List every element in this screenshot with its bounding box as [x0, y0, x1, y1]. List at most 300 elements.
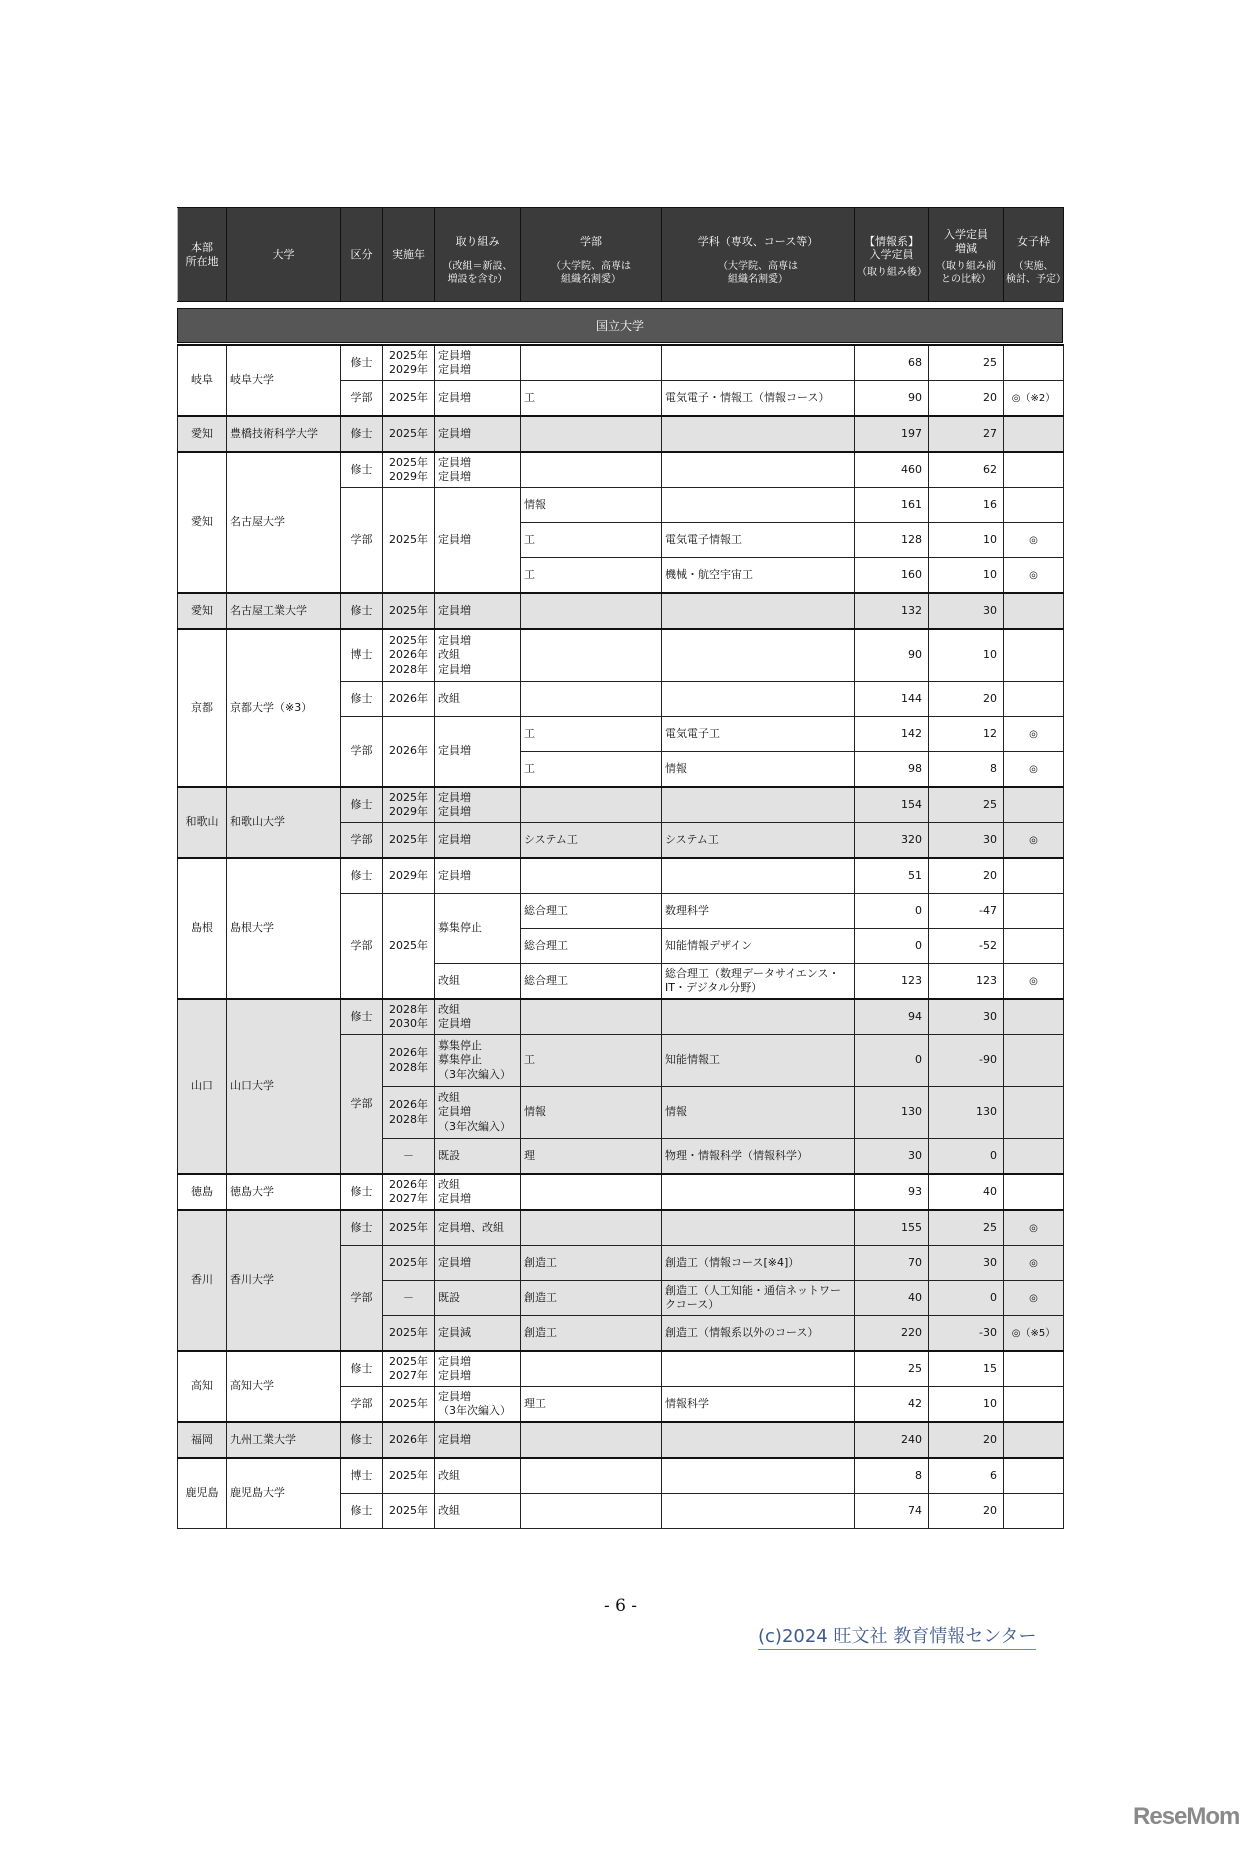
department-cell: 創造工（情報系以外のコース） [662, 1316, 855, 1352]
prefecture-cell: 愛知 [178, 416, 227, 452]
column-header-label: 学部 [580, 235, 602, 249]
department-cell [662, 858, 855, 894]
year-cell: 2025年 [383, 381, 435, 417]
department-cell: 創造工（情報コース[※4]） [662, 1246, 855, 1281]
department-cell: 機械・航空宇宙工 [662, 558, 855, 594]
women-quota-cell [1004, 1458, 1064, 1494]
department-cell: 創造工（人工知能・通信ネットワークコース） [662, 1281, 855, 1316]
university-name-cell: 島根大学 [227, 858, 341, 999]
category-cell: 修士 [341, 787, 383, 823]
table-row [178, 629, 1064, 682]
faculty-cell: 創造工 [521, 1281, 662, 1316]
department-cell [662, 1422, 855, 1458]
category-cell: 修士 [341, 999, 383, 1035]
action-cell: 既設 [435, 1281, 521, 1316]
table-row [178, 1351, 1064, 1387]
capacity-cell: 123 [855, 964, 929, 1000]
department-cell: 総合理工（数理データサイエンス・IT・デジタル分野） [662, 964, 855, 1000]
resemom-watermark-logo: ReseMom [1133, 1803, 1240, 1830]
category-cell: 学部 [341, 381, 383, 417]
table-row [178, 345, 1064, 381]
faculty-cell: 総合理工 [521, 964, 662, 1000]
column-header-label: 区分 [350, 247, 373, 261]
action-cell: 定員増 [435, 1246, 521, 1281]
capacity-cell: 40 [855, 1281, 929, 1316]
action-cell: 定員増、改組 [435, 1210, 521, 1246]
action-cell: 改組 定員増 （3年次編入） [435, 1087, 521, 1139]
capacity-change-cell: 27 [929, 416, 1004, 452]
year-cell: 2025年 2029年 [383, 345, 435, 381]
action-cell: 改組 定員増 [435, 1174, 521, 1210]
year-cell: 2025年 [383, 416, 435, 452]
women-quota-cell [1004, 452, 1064, 488]
column-header-label: 本部 所在地 [185, 240, 219, 268]
department-cell [662, 682, 855, 717]
women-quota-cell [1004, 682, 1064, 717]
department-cell: 情報 [662, 1087, 855, 1139]
faculty-cell: 工 [521, 558, 662, 594]
faculty-cell [521, 416, 662, 452]
action-cell: 定員増 [435, 593, 521, 629]
capacity-cell: 197 [855, 416, 929, 452]
category-cell: 学部 [341, 823, 383, 859]
column-header-note: （大学院、高専は 組織名割愛） [551, 261, 631, 285]
university-name-cell: 岐阜大学 [227, 345, 341, 416]
column-header-label: 【情報系】 入学定員 [864, 234, 919, 262]
capacity-cell: 51 [855, 858, 929, 894]
column-header-note: （大学院、高専は 組織名割愛） [718, 261, 798, 285]
prefecture-cell: 福岡 [178, 1422, 227, 1458]
women-quota-cell: ◎ [1004, 523, 1064, 558]
year-cell: 2025年 [383, 488, 435, 594]
department-cell: 電気電子工 [662, 717, 855, 752]
capacity-cell: 154 [855, 787, 929, 823]
prefecture-cell: 高知 [178, 1351, 227, 1422]
capacity-change-cell: 25 [929, 787, 1004, 823]
capacity-change-cell: 20 [929, 1494, 1004, 1529]
year-cell: 2025年 2026年 2028年 [383, 629, 435, 682]
women-quota-cell [1004, 858, 1064, 894]
capacity-cell: 320 [855, 823, 929, 859]
prefecture-cell: 鹿児島 [178, 1458, 227, 1529]
university-name-cell: 鹿児島大学 [227, 1458, 341, 1529]
column-header [855, 208, 929, 302]
capacity-change-cell: -52 [929, 929, 1004, 964]
women-quota-cell [1004, 1494, 1064, 1529]
capacity-cell: 98 [855, 752, 929, 788]
category-cell: 学部 [341, 1387, 383, 1423]
action-cell: 定員減 [435, 1316, 521, 1352]
department-cell [662, 999, 855, 1035]
column-header-label: 女子枠 [1017, 235, 1050, 249]
department-cell: 知能情報工 [662, 1035, 855, 1087]
column-header-label: 実施年 [392, 247, 425, 261]
university-name-cell: 高知大学 [227, 1351, 341, 1422]
department-cell: 知能情報デザイン [662, 929, 855, 964]
capacity-cell: 0 [855, 929, 929, 964]
year-cell: 2025年 [383, 1387, 435, 1423]
capacity-cell: 90 [855, 381, 929, 417]
women-quota-cell [1004, 1139, 1064, 1175]
women-quota-cell [1004, 345, 1064, 381]
table-row [178, 999, 1064, 1035]
university-name-cell: 名古屋工業大学 [227, 593, 341, 629]
capacity-cell: 240 [855, 1422, 929, 1458]
table-row [178, 1458, 1064, 1494]
capacity-change-cell: 20 [929, 858, 1004, 894]
capacity-cell: 25 [855, 1351, 929, 1387]
category-cell: 学部 [341, 488, 383, 594]
year-cell: 2025年 [383, 1458, 435, 1494]
column-header [521, 208, 662, 302]
faculty-cell: 工 [521, 381, 662, 417]
column-header-note: （実施、 検討、予定） [1006, 261, 1066, 285]
department-cell: 情報科学 [662, 1387, 855, 1423]
category-cell: 学部 [341, 717, 383, 788]
university-name-cell: 山口大学 [227, 999, 341, 1174]
capacity-cell: 144 [855, 682, 929, 717]
category-cell: 学部 [341, 1246, 383, 1352]
university-name-cell: 九州工業大学 [227, 1422, 341, 1458]
university-table [177, 344, 1064, 1529]
category-cell: 学部 [341, 1035, 383, 1175]
women-quota-cell [1004, 1087, 1064, 1139]
women-quota-cell: ◎（※2） [1004, 381, 1064, 417]
category-cell: 修士 [341, 682, 383, 717]
women-quota-cell [1004, 416, 1064, 452]
women-quota-cell [1004, 1035, 1064, 1087]
category-cell: 修士 [341, 1210, 383, 1246]
year-cell: － [383, 1281, 435, 1316]
faculty-cell: 創造工 [521, 1246, 662, 1281]
column-header-note: （改組＝新設、 増設を含む） [442, 261, 513, 285]
faculty-cell: 工 [521, 523, 662, 558]
faculty-cell: 総合理工 [521, 929, 662, 964]
faculty-cell [521, 682, 662, 717]
capacity-change-cell: 20 [929, 682, 1004, 717]
department-cell [662, 1351, 855, 1387]
capacity-change-cell: 10 [929, 1387, 1004, 1423]
category-cell: 学部 [341, 894, 383, 1000]
prefecture-cell: 山口 [178, 999, 227, 1174]
faculty-cell [521, 1174, 662, 1210]
column-header-note: （取り組み前 との比較） [936, 261, 996, 285]
column-header-label: 入学定員 増減 [944, 228, 988, 255]
capacity-change-cell: 62 [929, 452, 1004, 488]
category-cell: 修士 [341, 1494, 383, 1529]
capacity-cell: 94 [855, 999, 929, 1035]
women-quota-cell [1004, 1351, 1064, 1387]
year-cell: 2026年 2028年 [383, 1087, 435, 1139]
women-quota-cell: ◎ [1004, 717, 1064, 752]
action-cell: 改組 [435, 1494, 521, 1529]
action-cell: 改組 [435, 1458, 521, 1494]
faculty-cell [521, 345, 662, 381]
year-cell: 2026年 2027年 [383, 1174, 435, 1210]
women-quota-cell: ◎ [1004, 1246, 1064, 1281]
year-cell: 2025年 [383, 894, 435, 1000]
prefecture-cell: 愛知 [178, 593, 227, 629]
table-row [178, 593, 1064, 629]
faculty-cell: 理 [521, 1139, 662, 1175]
university-name-cell: 豊橋技術科学大学 [227, 416, 341, 452]
capacity-change-cell: 10 [929, 629, 1004, 682]
capacity-cell: 74 [855, 1494, 929, 1529]
column-header [929, 208, 1004, 302]
capacity-change-cell: 12 [929, 717, 1004, 752]
category-cell: 修士 [341, 1174, 383, 1210]
capacity-cell: 132 [855, 593, 929, 629]
capacity-change-cell: 40 [929, 1174, 1004, 1210]
capacity-change-cell: 20 [929, 1422, 1004, 1458]
capacity-change-cell: 123 [929, 964, 1004, 1000]
faculty-cell [521, 999, 662, 1035]
table-row [178, 787, 1064, 823]
women-quota-cell: ◎ [1004, 964, 1064, 1000]
column-header [383, 208, 435, 302]
department-cell [662, 593, 855, 629]
action-cell: 定員増 定員増 [435, 787, 521, 823]
action-cell: 定員増 （3年次編入） [435, 1387, 521, 1423]
faculty-cell [521, 787, 662, 823]
department-cell: 電気電子情報工 [662, 523, 855, 558]
category-cell: 修士 [341, 1422, 383, 1458]
capacity-change-cell: 0 [929, 1281, 1004, 1316]
university-name-cell: 名古屋大学 [227, 452, 341, 593]
column-header [341, 208, 383, 302]
prefecture-cell: 愛知 [178, 452, 227, 593]
department-cell [662, 345, 855, 381]
category-cell: 修士 [341, 858, 383, 894]
capacity-cell: 130 [855, 1087, 929, 1139]
capacity-change-cell: 30 [929, 823, 1004, 859]
capacity-cell: 0 [855, 1035, 929, 1087]
department-cell [662, 629, 855, 682]
capacity-change-cell: 8 [929, 752, 1004, 788]
capacity-change-cell: 6 [929, 1458, 1004, 1494]
year-cell: 2025年 [383, 1316, 435, 1352]
women-quota-cell: ◎ [1004, 1281, 1064, 1316]
column-header-label: 学科（専攻、コース等） [697, 235, 819, 249]
year-cell: 2029年 [383, 858, 435, 894]
faculty-cell [521, 1458, 662, 1494]
department-cell: システム工 [662, 823, 855, 859]
department-cell [662, 1494, 855, 1529]
women-quota-cell: ◎ [1004, 558, 1064, 594]
year-cell: 2026年 2028年 [383, 1035, 435, 1087]
department-cell: 電気電子・情報工（情報コース） [662, 381, 855, 417]
column-header-label: 大学 [272, 247, 295, 261]
capacity-change-cell: 20 [929, 381, 1004, 417]
women-quota-cell: ◎ [1004, 823, 1064, 859]
table-row [178, 858, 1064, 894]
year-cell: 2025年 [383, 1494, 435, 1529]
action-cell: 定員増 定員増 [435, 345, 521, 381]
department-cell [662, 1210, 855, 1246]
year-cell: 2025年 2029年 [383, 787, 435, 823]
women-quota-cell [1004, 1387, 1064, 1423]
capacity-cell: 8 [855, 1458, 929, 1494]
capacity-cell: 90 [855, 629, 929, 682]
year-cell: 2026年 [383, 682, 435, 717]
capacity-cell: 30 [855, 1139, 929, 1175]
capacity-change-cell: 130 [929, 1087, 1004, 1139]
action-cell: 定員増 定員増 [435, 452, 521, 488]
faculty-cell: 工 [521, 1035, 662, 1087]
column-header [1004, 208, 1064, 302]
university-name-cell: 香川大学 [227, 1210, 341, 1351]
women-quota-cell [1004, 488, 1064, 523]
capacity-cell: 142 [855, 717, 929, 752]
capacity-cell: 93 [855, 1174, 929, 1210]
department-cell [662, 1174, 855, 1210]
capacity-change-cell: 10 [929, 523, 1004, 558]
women-quota-cell [1004, 1422, 1064, 1458]
category-cell: 修士 [341, 1351, 383, 1387]
faculty-cell [521, 1210, 662, 1246]
prefecture-cell: 岐阜 [178, 345, 227, 416]
copyright-link[interactable]: (c)2024 旺文社 教育情報センター [758, 1622, 1036, 1650]
capacity-cell: 128 [855, 523, 929, 558]
page-number: - 6 - [603, 1596, 638, 1616]
category-cell: 博士 [341, 629, 383, 682]
action-cell: 募集停止 募集停止 （3年次編入） [435, 1035, 521, 1087]
faculty-cell [521, 452, 662, 488]
category-cell: 修士 [341, 416, 383, 452]
table-row [178, 1174, 1064, 1210]
women-quota-cell: ◎ [1004, 752, 1064, 788]
faculty-cell [521, 629, 662, 682]
faculty-cell [521, 1422, 662, 1458]
women-quota-cell [1004, 999, 1064, 1035]
faculty-cell: 情報 [521, 1087, 662, 1139]
action-cell: 定員増 [435, 488, 521, 594]
capacity-change-cell: 0 [929, 1139, 1004, 1175]
capacity-cell: 68 [855, 345, 929, 381]
department-cell [662, 452, 855, 488]
table-row [178, 416, 1064, 452]
column-header [662, 208, 855, 302]
capacity-change-cell: -47 [929, 894, 1004, 929]
women-quota-cell [1004, 929, 1064, 964]
faculty-cell: 総合理工 [521, 894, 662, 929]
action-cell: 定員増 [435, 416, 521, 452]
capacity-change-cell: 30 [929, 593, 1004, 629]
capacity-cell: 460 [855, 452, 929, 488]
university-name-cell: 和歌山大学 [227, 787, 341, 858]
action-cell: 改組 [435, 964, 521, 1000]
women-quota-cell [1004, 787, 1064, 823]
capacity-cell: 0 [855, 894, 929, 929]
capacity-change-cell: 30 [929, 999, 1004, 1035]
department-cell [662, 416, 855, 452]
prefecture-cell: 和歌山 [178, 787, 227, 858]
prefecture-cell: 香川 [178, 1210, 227, 1351]
table-row [178, 1210, 1064, 1246]
capacity-cell: 70 [855, 1246, 929, 1281]
year-cell: 2028年 2030年 [383, 999, 435, 1035]
action-cell: 募集停止 [435, 894, 521, 964]
capacity-change-cell: -90 [929, 1035, 1004, 1087]
table-row [178, 1422, 1064, 1458]
faculty-cell: 理工 [521, 1387, 662, 1423]
university-name-cell: 京都大学（※3） [227, 629, 341, 787]
action-cell: 改組 [435, 682, 521, 717]
capacity-change-cell: 25 [929, 1210, 1004, 1246]
women-quota-cell [1004, 894, 1064, 929]
prefecture-cell: 京都 [178, 629, 227, 787]
capacity-change-cell: 15 [929, 1351, 1004, 1387]
column-header [435, 208, 521, 302]
faculty-cell [521, 593, 662, 629]
capacity-change-cell: 16 [929, 488, 1004, 523]
category-cell: 修士 [341, 593, 383, 629]
column-header [178, 208, 227, 302]
year-cell: － [383, 1139, 435, 1175]
action-cell: 定員増 [435, 717, 521, 788]
faculty-cell: 工 [521, 717, 662, 752]
column-header-label: 取り組み [455, 235, 500, 249]
faculty-cell [521, 858, 662, 894]
capacity-change-cell: -30 [929, 1316, 1004, 1352]
prefecture-cell: 島根 [178, 858, 227, 999]
women-quota-cell: ◎ [1004, 1210, 1064, 1246]
faculty-cell: システム工 [521, 823, 662, 859]
action-cell: 定員増 [435, 823, 521, 859]
column-header [227, 208, 341, 302]
faculty-cell: 創造工 [521, 1316, 662, 1352]
capacity-change-cell: 10 [929, 558, 1004, 594]
capacity-cell: 160 [855, 558, 929, 594]
year-cell: 2025年 [383, 823, 435, 859]
faculty-cell: 情報 [521, 488, 662, 523]
section-title: 国立大学 [177, 308, 1063, 343]
action-cell: 定員増 [435, 381, 521, 417]
department-cell [662, 488, 855, 523]
category-cell: 修士 [341, 345, 383, 381]
women-quota-cell [1004, 1174, 1064, 1210]
action-cell: 改組 定員増 [435, 999, 521, 1035]
department-cell [662, 787, 855, 823]
year-cell: 2026年 [383, 717, 435, 788]
women-quota-cell [1004, 629, 1064, 682]
capacity-cell: 155 [855, 1210, 929, 1246]
year-cell: 2025年 2029年 [383, 452, 435, 488]
action-cell: 定員増 定員増 [435, 1351, 521, 1387]
department-cell: 情報 [662, 752, 855, 788]
faculty-cell [521, 1351, 662, 1387]
capacity-change-cell: 30 [929, 1246, 1004, 1281]
action-cell: 定員増 [435, 858, 521, 894]
year-cell: 2025年 2027年 [383, 1351, 435, 1387]
action-cell: 定員増 改組 定員増 [435, 629, 521, 682]
capacity-cell: 220 [855, 1316, 929, 1352]
year-cell: 2026年 [383, 1422, 435, 1458]
category-cell: 博士 [341, 1458, 383, 1494]
action-cell: 既設 [435, 1139, 521, 1175]
year-cell: 2025年 [383, 1246, 435, 1281]
department-cell [662, 1458, 855, 1494]
women-quota-cell: ◎（※5） [1004, 1316, 1064, 1352]
capacity-change-cell: 25 [929, 345, 1004, 381]
table-header [177, 207, 1064, 302]
faculty-cell [521, 1494, 662, 1529]
action-cell: 定員増 [435, 1422, 521, 1458]
category-cell: 修士 [341, 452, 383, 488]
capacity-cell: 42 [855, 1387, 929, 1423]
capacity-cell: 161 [855, 488, 929, 523]
faculty-cell: 工 [521, 752, 662, 788]
